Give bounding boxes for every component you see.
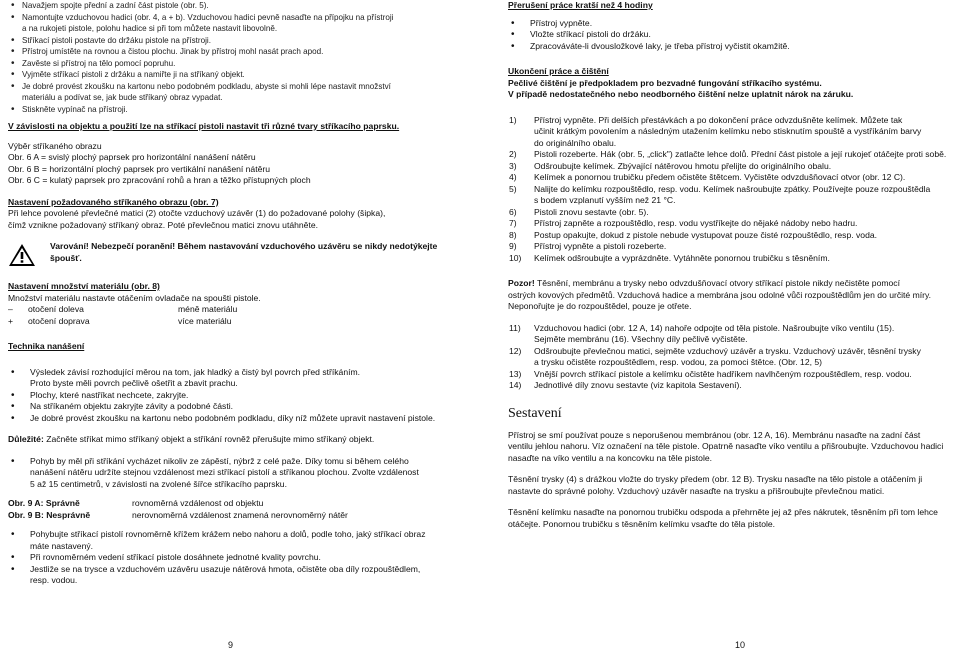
important-text: Začněte stříkat mimo stříkaný objekt a stříkání rovněž přerušujte mimo stříkaný objekt. bbox=[43, 434, 375, 444]
technique-item: Proto byste měli povrch pečlivě ošetřit a zbavit prachu. bbox=[30, 378, 238, 388]
page-number-right: 10 bbox=[735, 640, 746, 650]
step-line bbox=[508, 172, 953, 184]
warning-text-1: Varování! Nebezpečí poranění! Během nastavování vzduchového uzávěru se nikdy nedotýkejte bbox=[50, 241, 438, 251]
top-bullet-item: • Je dobré provést zkoušku na kartonu nebo podobném podkladu, abyste si mohli lépe nastavit množství bbox=[8, 81, 486, 93]
warning-triangle-icon bbox=[8, 243, 36, 267]
step-text: Odšroubujte převlečnou matici, sejměte vzduchový uzávěr a trysku. Vzduchový uzávěr, těsnění trysky bbox=[534, 345, 921, 356]
step-line bbox=[508, 161, 953, 173]
step-line bbox=[508, 369, 953, 381]
interrupt-item: • Přístroj vypněte. bbox=[508, 18, 953, 30]
interrupt-heading: Přerušení práce kratší než 4 hodiny bbox=[508, 0, 653, 10]
top-bullet-item: • Přístroj umístěte na rovnou a čistou plochu. Jinak by přístroj mohl nasát prach apod. bbox=[8, 46, 486, 58]
step-text: Přístroj vypněte a pistoli rozeberte. bbox=[534, 241, 667, 251]
final-item: resp. vodou. bbox=[30, 575, 78, 585]
step-text: s bodem vzplanutí vyšším než 21 °C. bbox=[534, 195, 676, 205]
spray-pattern-list bbox=[8, 141, 486, 187]
step-number: 13) bbox=[509, 368, 522, 379]
step-number: 14) bbox=[509, 380, 522, 390]
assembly-paragraphs bbox=[508, 430, 953, 541]
caution-line-1: Těsnění, membránu a trysky nebo odvzdušňovací otvory stříkací pistole nikdy nečistěte pomocí bbox=[534, 278, 900, 288]
figure-label: Obr. 9 B: Nesprávně bbox=[8, 509, 91, 520]
step-text: Přístroj zapněte a rozpouštědlo, resp. vodu vystříkejte do nějaké nádoby nebo hadru. bbox=[534, 218, 858, 228]
amount-heading: Nastavení množství materiálu (obr. 8) bbox=[8, 281, 160, 291]
step-text: Jednotlivé díly znovu sestavte (viz kapitola Sestavení). bbox=[534, 380, 742, 390]
step-number: 1) bbox=[509, 114, 517, 125]
step-number: 5) bbox=[509, 183, 517, 194]
step-line bbox=[508, 195, 953, 207]
final-bullet-list bbox=[8, 529, 486, 587]
step-number: 9) bbox=[509, 241, 517, 251]
end-heading: Ukončení práce a čištění bbox=[508, 66, 609, 76]
step-line bbox=[508, 230, 953, 242]
warning-text-2: špoušť. bbox=[50, 252, 82, 263]
spray-line: Obr. 6 A = svislý plochý paprsek pro horizontální nanášení nátěru bbox=[8, 152, 256, 162]
step-number: 7) bbox=[509, 218, 517, 228]
amount-row bbox=[8, 304, 486, 316]
step-number: 6) bbox=[509, 206, 517, 217]
step-text: do originálního obalu. bbox=[534, 137, 617, 148]
caution-paragraph bbox=[508, 278, 953, 313]
step-number: 12) bbox=[509, 345, 522, 356]
left-page bbox=[8, 0, 486, 587]
amount-result: méně materiálu bbox=[178, 304, 238, 314]
step-line bbox=[508, 126, 953, 138]
figure-row bbox=[8, 498, 486, 510]
caution-line-2: ostrých kovových předmětů. Vzduchová hadice a membrána jsou odolné vůči rozpouštědlům jen do určité míry. bbox=[508, 289, 932, 300]
technique-list bbox=[8, 367, 486, 425]
top-bullet-item: a na rukojeti pistole, polohu hadice si při tom můžete nastavit libovolně. bbox=[22, 24, 278, 33]
final-item: máte nastavený. bbox=[30, 540, 94, 551]
step-text: a trysku očistěte rozpouštědlem, resp. vodou, za pomoci štětce. (Obr. 12, 5) bbox=[534, 357, 823, 367]
pattern-line-2: čímž vznikne požadovaný stříkaný obraz. Poté převlečnou matici znovu utáhněte. bbox=[8, 219, 319, 230]
step-text: učinit krátkým povolením a následným utažením kelímku nebo stisknutím spouště a vystříkáním barvy bbox=[534, 126, 922, 136]
assembly-heading: Sestavení bbox=[508, 405, 562, 421]
top-bullet-item: materiálu a podívat se, jak bude stříkaný obraz vypadat. bbox=[22, 93, 223, 102]
amount-intro: Množství materiálu nastavte otáčením ovladače na spoušti pistole. bbox=[8, 292, 261, 303]
step-line bbox=[508, 241, 953, 253]
interrupt-list bbox=[508, 18, 953, 53]
step-line bbox=[508, 334, 953, 346]
technique-item: • Plochy, které nastříkat nechcete, zakryjte. bbox=[8, 390, 486, 402]
assembly-line: nasaďte na víko ventilu a na koncovku na těle pistole. bbox=[508, 452, 713, 463]
step-text: Sejměte membránu (16). Všechny díly pečlivě vyčistěte. bbox=[534, 334, 748, 344]
step-text: Vnější povrch stříkací pistole a kelímku očistěte hadříkem navlhčeným rozpouštědlem, resp. vodou. bbox=[534, 368, 912, 379]
end-line-1: Pečlivé čištění je předpokladem pro bezvadné fungování stříkacího systému. bbox=[508, 77, 822, 88]
step-line bbox=[508, 323, 953, 335]
amount-row bbox=[8, 316, 486, 328]
final-item: • Jestliže se na trysce a vzduchovém uzávěru usazuje nátěrová hmota, očistěte oba díly rozpouštědlem, bbox=[8, 564, 486, 576]
spray-line: Obr. 6 C = kulatý paprsek pro zpracování rohů a hran a těžko přístupných ploch bbox=[8, 175, 311, 185]
motion-line: • Pohyb by měl při stříkání vycházet nikoliv ze zápěstí, nýbrž z celé paže. Díky tomu si během celého bbox=[8, 456, 486, 468]
important-note bbox=[8, 434, 486, 446]
warning-block bbox=[8, 241, 486, 267]
interrupt-item: • Zpracováváte-li dvousložkové laky, je třeba přístroj vyčistit okamžitě. bbox=[508, 41, 953, 53]
figure-text: rovnoměrná vzdálenost od objektu bbox=[132, 498, 264, 508]
amount-sign: + bbox=[8, 315, 14, 326]
top-bullet-item: • Vyjměte stříkací pistoli z držáku a namiřte ji na stříkaný objekt. bbox=[8, 69, 486, 81]
step-number: 10) bbox=[509, 252, 522, 263]
assembly-line: nastavte do správné polohy. Vzduchový uzávěr nasaďte na trysku a přišroubujte převlečnou matici. bbox=[508, 485, 885, 496]
amount-action: otočení doprava bbox=[28, 315, 90, 326]
caution-label: Pozor! bbox=[508, 278, 535, 288]
step-line bbox=[508, 207, 953, 219]
step-line bbox=[508, 380, 953, 392]
top-bullet-item: • Stiskněte vypínač na přístroji. bbox=[8, 104, 486, 116]
amount-sign: – bbox=[8, 304, 13, 314]
spray-heading: V závislosti na objektu a použití lze na stříkací pistoli nastavit tři různé tvary stříkacího paprsku. bbox=[8, 121, 400, 131]
step-number: 4) bbox=[509, 172, 517, 182]
technique-item: • Výsledek závisí rozhodující měrou na tom, jak hladký a čistý byl povrch před stříkáním. bbox=[8, 367, 486, 379]
spray-line: Výběr stříkaného obrazu bbox=[8, 140, 102, 151]
assembly-line: ventilu jehlou nahoru. Víz označení na těle pistole. Opatrně nasaďte víko ventilu a přišroubujte. Vzduchovou hadici bbox=[508, 441, 944, 451]
assembly-line: Těsnění kelímku nasaďte na ponornou trubičku odspoda a přehrněte jej až přes nákrutek, těsněním při tom lehce bbox=[508, 507, 938, 517]
important-label: Důležité: bbox=[8, 434, 44, 444]
caution-line-3: Neponořujte je do rozpouštědel, pouze je otřete. bbox=[508, 301, 692, 311]
step-text: Kelímek a ponornou trubičku předem očistěte štětcem. Vyčistěte odvzdušňovací otvor (obr. 12 C). bbox=[534, 172, 906, 182]
motion-line: 5 až 15 centimetrů, v závislosti na zvolené šířce stříkacího paprsku. bbox=[30, 478, 287, 489]
figure-label: Obr. 9 A: Správně bbox=[8, 498, 80, 508]
figure-rows bbox=[8, 498, 486, 521]
pattern-line-1: Při lehce povolené převlečné matici (2) otočte vzduchový uzávěr (1) do požadované polohy (šipka), bbox=[8, 208, 386, 218]
motion-paragraph bbox=[8, 456, 486, 491]
technique-item: • Je dobré provést zkoušku na kartonu nebo podobném podkladu, díky níž můžete upravit nastavení pistole. bbox=[8, 413, 486, 425]
assembly-line: otáčejte. Ponornou trubičku s těsněním kelímku vsaďte do těla pistole. bbox=[508, 518, 776, 529]
step-line bbox=[508, 138, 953, 150]
page-number-left: 9 bbox=[228, 640, 234, 650]
step-number: 8) bbox=[509, 229, 517, 240]
figure-row bbox=[8, 510, 486, 522]
technique-item: • Na stříkaném objektu zakryjte závity a podobné části. bbox=[8, 401, 486, 413]
assembly-line: Těsnění trysky (4) s drážkou vložte do trysky předem (obr. 12 B). Trysku nasaďte na tělo pistole a otáčením ji bbox=[508, 474, 923, 484]
figure-text: nerovnoměrná vzdálenost znamená nerovnoměrný nátěr bbox=[132, 509, 348, 520]
end-line-2: V případě nedostatečného nebo neodborného čištění nelze uplatnit nárok na záruku. bbox=[508, 89, 854, 99]
step-line bbox=[508, 149, 953, 161]
step-line bbox=[508, 346, 953, 358]
step-text: Nalijte do kelímku rozpouštědlo, resp. vodu. Kelímek našroubujte zpátky. Používejte pouze rozpouštědla bbox=[534, 183, 931, 194]
step-text: Odšroubujte kelímek. Zbývající nátěrovou hmotu přelijte do originálního obalu. bbox=[534, 160, 832, 171]
step-text: Vzduchovou hadici (obr. 12 A, 14) nahoře odpojte od těla pistole. Našroubujte víko ventilu (15). bbox=[534, 322, 895, 333]
step-line bbox=[508, 253, 953, 265]
step-line bbox=[508, 184, 953, 196]
step-text: Přístroj vypněte. Při delších přestávkách a po dokončení práce odvzdušněte kelímek. Můžete tak bbox=[534, 114, 903, 125]
pattern-heading: Nastavení požadovaného stříkaného obrazu (obr. 7) bbox=[8, 196, 219, 207]
assembly-line: Přístroj se smí používat pouze s neporušenou membránou (obr. 12 A, 16). Membránu nasaďte na zadní část bbox=[508, 429, 921, 440]
final-item: • Při rovnoměrném vedení stříkací pistole dosáhnete jednotné kvality povrchu. bbox=[8, 552, 486, 564]
top-bullet-list bbox=[8, 0, 486, 115]
step-text: Pistoli znovu sestavte (obr. 5). bbox=[534, 206, 649, 217]
step-number: 11) bbox=[509, 322, 521, 333]
amount-action: otočení doleva bbox=[28, 304, 84, 314]
top-bullet-item: • Namontujte vzduchovou hadici (obr. 4, a + b). Vzduchovou hadici pevně nasaďte na přípojku na přístroji bbox=[8, 12, 486, 24]
step-line bbox=[508, 218, 953, 230]
top-bullet-item: • Stříkací pistoli postavte do držáku pistole na přístroji. bbox=[8, 35, 486, 47]
technique-heading: Technika nanášení bbox=[8, 341, 85, 351]
step-text: Postup opakujte, dokud z pistole nebude vystupovat pouze čisté rozpouštědlo, resp. voda. bbox=[534, 229, 878, 240]
step-number: 3) bbox=[509, 160, 517, 171]
cleaning-steps-2 bbox=[508, 323, 953, 392]
cleaning-steps bbox=[508, 115, 953, 265]
step-line bbox=[508, 357, 953, 369]
motion-line: nanášení nátěru udržíte stejnou vzdálenost mezi stříkací pistolí a stříkanou plochou. Zvolte vzdálenost bbox=[30, 467, 419, 477]
top-bullet-item: • Navažjem spojte přední a zadní část pistole (obr. 5). bbox=[8, 0, 486, 12]
step-text: Pistoli rozeberte. Hák (obr. 5, „click") zatlačte lehce dolů. Přední část pistole a její rukojeť otáčejte proti sobě. bbox=[534, 149, 947, 159]
spray-line: Obr. 6 B = horizontální plochý paprsek pro vertikální nanášení nátěru bbox=[8, 163, 271, 174]
interrupt-item: • Vložte stříkací pistoli do držáku. bbox=[508, 29, 953, 41]
final-item: • Pohybujte stříkací pistolí rovnoměrně křížem krážem nebo nahoru a dolů, podle toho, jaký stříkací obraz bbox=[8, 529, 486, 541]
right-page bbox=[508, 0, 953, 540]
amount-table bbox=[8, 304, 486, 327]
step-text: Kelímek odšroubujte a vyprázdněte. Vytáhněte ponornou trubičku s těsněním. bbox=[534, 252, 830, 263]
step-line bbox=[508, 115, 953, 127]
step-number: 2) bbox=[509, 149, 517, 159]
amount-result: více materiálu bbox=[178, 315, 232, 326]
top-bullet-item: • Zavěste si přístroj na tělo pomocí popruhu. bbox=[8, 58, 486, 70]
